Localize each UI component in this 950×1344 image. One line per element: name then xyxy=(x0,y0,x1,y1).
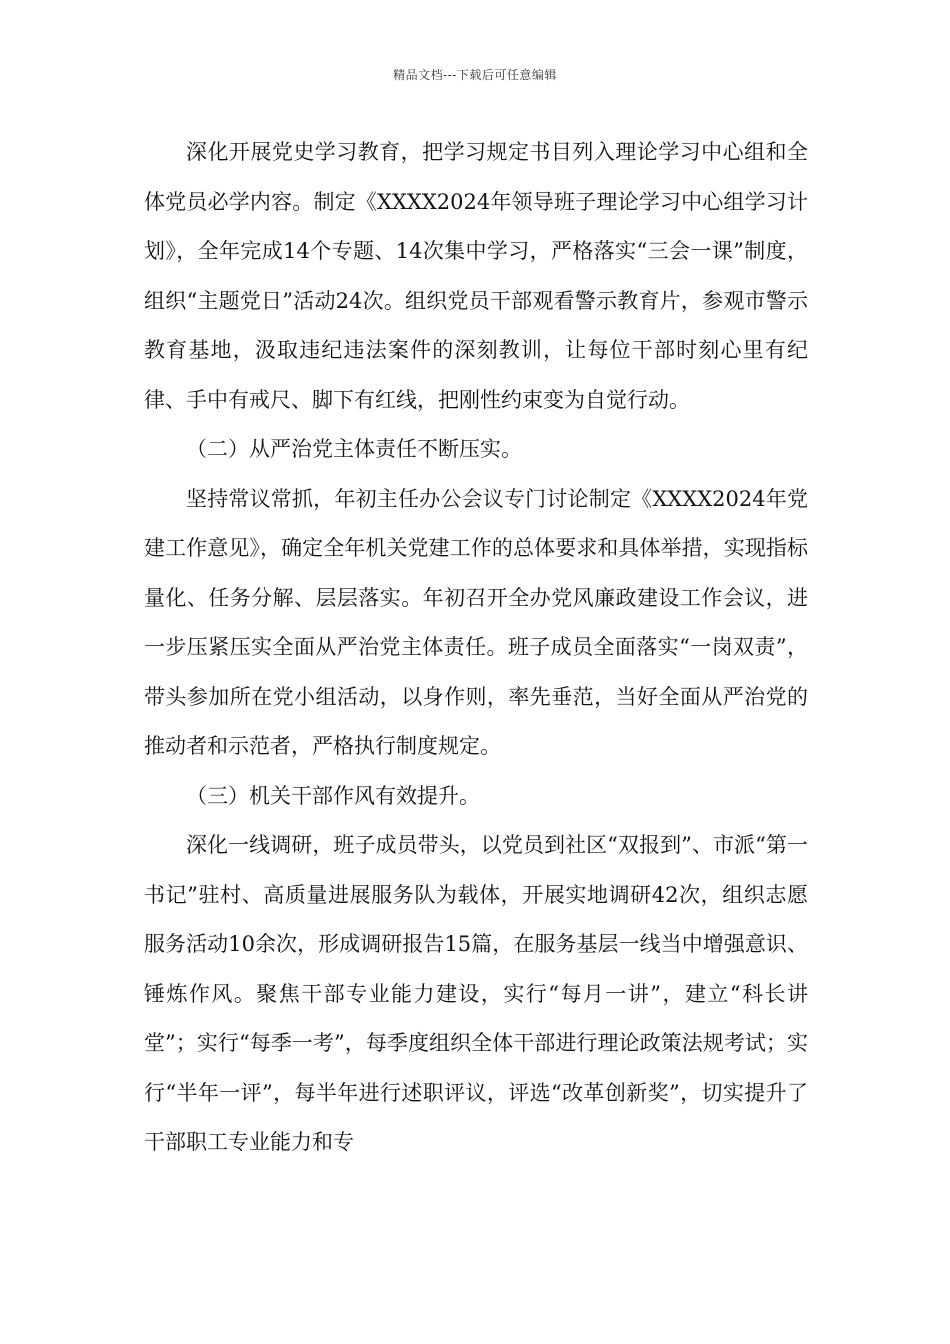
paragraph-work-style: 深化一线调研，班子成员带头，以党员到社区“双报到”、市派“第一书记”驻村、高质量进展服务队为载体，开展实地调研42次，组织志愿服务活动10余次，形成调研报告15篇，在服务基层一线当中增强意识、锤炼作风。聚焦干部专业能力建设，实行“每月一讲”，建立“科长讲堂”；实行“每季一考”，每季度组织全体干部进行理论政策法规考试；实行“半年一评”，每半年进行述职评议，评选“改革创新奖”，切实提升了干部职工专业能力和专 xyxy=(144,833,808,1154)
section-heading-3: （三）机关干部作风有效提升。 xyxy=(186,783,480,808)
section-heading-2: （二）从严治党主体责任不断压实。 xyxy=(186,437,522,461)
paragraph-responsibility: 坚持常议常抓，年初主任办公会议专门讨论制定《XXXX2024年党建工作意见》，确定全年机关党建工作的总体要求和具体举措，实现指标量化、任务分解、层层落实。年初召开全办党风廉政建设工作会议，进一步压紧压实全面从严治党主体责任。班子成员全面落实“一岗双责”，带头参加所在党小组活动，以身作则，率先垂范，当好全面从严治党的推动者和示范者，严格执行制度规定。 xyxy=(144,486,808,758)
paragraph-study-education: 深化开展党史学习教育，把学习规定书目列入理论学习中心组和全体党员必学内容。制定《XXXX2024年领导班子理论学习中心组学习计划》，全年完成14个专题、14次集中学习，严格落实“三会一课”制度，组织“主题党日”活动24次。组织党员干部观看警示教育片，参观市警示教育基地，汲取违纪违法案件的深刻教训，让每位干部时刻心里有纪律、手中有戒尺、脚下有红线，把刚性约束变为自觉行动。 xyxy=(144,140,808,412)
page-header: 精品文档---下载后可任意编辑 xyxy=(393,68,557,82)
document-body xyxy=(144,128,808,1168)
